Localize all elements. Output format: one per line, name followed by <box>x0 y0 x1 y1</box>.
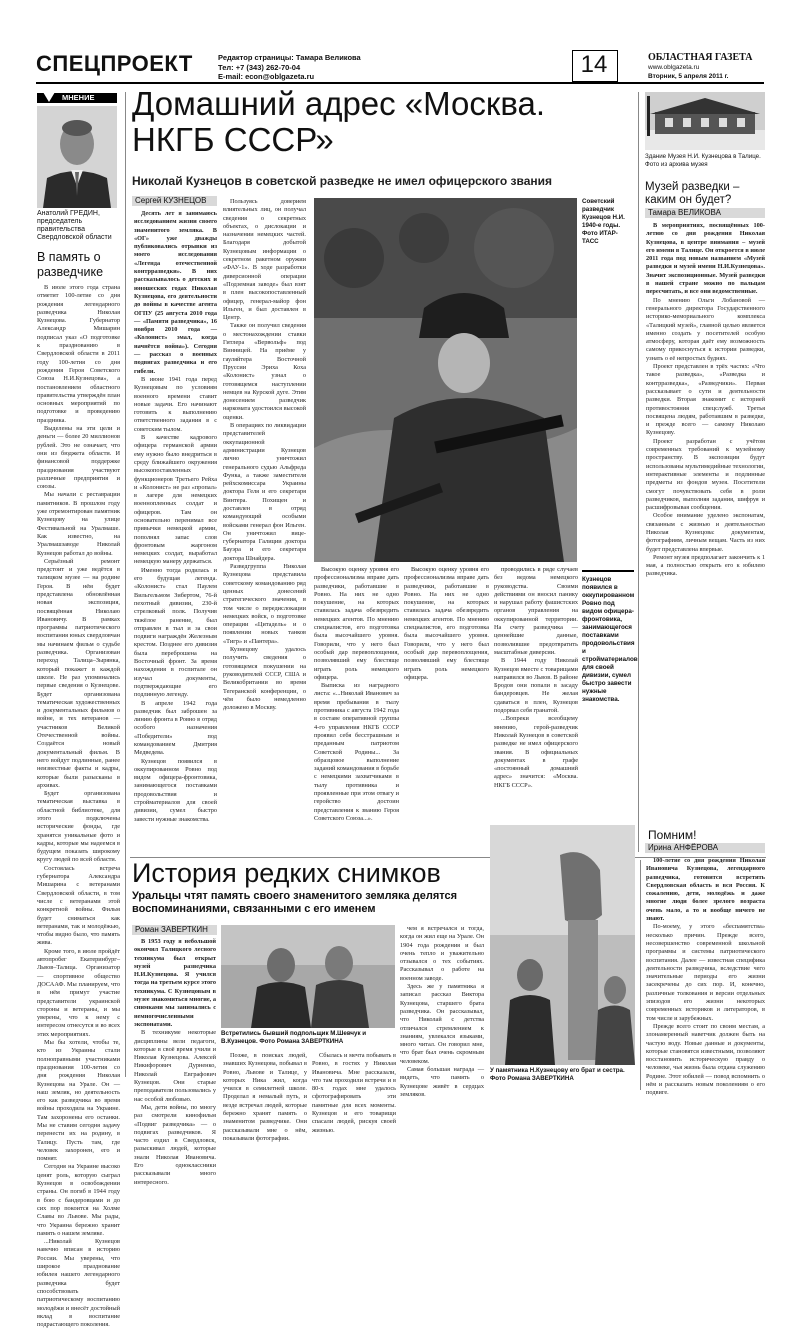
paragraph: По мнению Ольги Лобановой — генерального директора Государственного историко-мемориального комплекса «Талицкий музей», главной целью является именно создать у посетителей особую атмосферу, которая даёт ему возможность самому прикоснуться к истории разведки, узнать о её непростых буднях. <box>646 296 765 362</box>
museum-body <box>646 222 765 772</box>
second-column-1 <box>134 938 216 1186</box>
paragraph: ...Николай Кузнецов навечно вписан в историю России. Мы уверены, что широкое празднование юбилея нашего легендарного разведчика будет способствовать патриотическому воспитанию молодёжи и внесёт достойный вклад в воспитание подрастающего поколения. <box>37 1238 120 1329</box>
quote-box-text: Кузнецов появился в оккупированном Ровно под видом офицера-фронтовика, занимающегося поставками продовольствия и стройматериалов для своей дивизии, сумел быстро завести нужные знакомства. <box>582 576 638 703</box>
main-subheadline: Николай Кузнецов в советской разведке не имел офицерского звания <box>132 174 553 188</box>
museum-photo-icon <box>645 92 765 150</box>
main-headline: Домашний адрес «Москва. НКГБ СССР» <box>132 85 546 158</box>
main-lead: Десять лет я занимаюсь исследованием жизни своего знаменитого земляка. В «ОГ» уже дважды публиковались отрывки из моего исследования «Легенда отечественной контрразведки». В них рассказывалось о детских и юношеских годах Николая Кузнецова, его деятельности до войны в качестве агента ОГПУ (25 августа 2010 года — «Памяти разведчика», 16 ноября 2010 года — «Колонист» эмал, когда начнётся война»). Сегодня — рассказ о военных подвигах разведчика и его гибели. <box>134 210 217 375</box>
paragraph: В техникуме некоторые дисциплины вели педагоги, которые в своё время учили и Николая Кузнецова. Алексей Никифорович Дурненко, Николай Евграфович Кузнецов. Они старые преподаватели пользовались у нас особой любовью. <box>134 1029 216 1103</box>
remember-author: Ирина АНФЁРОВА <box>645 843 765 853</box>
veterans-photo-caption: Встретились бывший подпольщик М.Шевчук и В.Кузнецов. Фото Романа ЗАВЕРТКИНА <box>221 1030 367 1045</box>
main-article-right-divider <box>638 92 639 852</box>
header-rule <box>36 82 764 84</box>
paragraph: Проект разработан с учётом современных требований к музейному пространству. В экспозиции будут использованы мультимедийные технологии, интерактивные элементы и подлинные предметы из фондов музея. Посетители смогут почувствовать себя в роли разведчиков, выполняя задания, шифруя и расшифровывая сообщения. <box>646 437 765 512</box>
paper-name: ОБЛАСТНАЯ ГАЗЕТА <box>648 52 753 63</box>
second-column-2 <box>223 1052 307 1142</box>
main-column-2 <box>223 198 306 853</box>
remember-title: Помним! <box>648 828 697 842</box>
editor-phone: Тел: +7 (343) 262-70-04 <box>218 62 301 72</box>
soldier-photo-icon <box>314 198 577 562</box>
second-subheadline: Уральцы чтят память своего знаменитого земляка делятся воспоминаниями, связанными с его именем <box>132 890 458 915</box>
paragraph: проводились в ряде случаев без ведома немецкого руководства. Своими действиями он вносил панику и нарушал работу фашистских органов управления на оккупированной территории. На счету разведчика — ценнейшие данные, позволившие предотвратить масштабные диверсии. <box>494 566 578 656</box>
paragraph: Серьёзный ремонт предстоит и уже ведётся в талицком музее — на родине Героя. В нём будет представлена обновлённая новая экспозиция, посвящённая Николаю Ивановичу. В рамках программы патриотического воспитания юных свердловчан мы начинаем фильм о судьбе разведчика. Организован переход Талица–Зырянка, который покажет в каждой школе. Не раз упоминались первые сведения о Кузнецове. Будет организована тематическая художественных и документальных фильмов о войне, и тех ветеранов — участников Великой Отечественной войны. Создаётся новый документальный фильм. В него войдут подлинные, ранее неизвестные факты и кадры, которые были разысканы в архивах. <box>37 557 120 789</box>
editor-email[interactable]: E-mail: econ@oblgazeta.ru <box>218 72 315 81</box>
paragraph: Позже, в поисках людей, знавших Кузнецова, побывал в Ровно, Львове и Талице, у которых Ника жил, когда учился в семилетней школе. Проделал я немалый путь, и везде встречал людей, которые бережно хранят память о знаменитом разведчике. Они рассказывали мне о нём, показывали фотографии. <box>223 1052 307 1142</box>
paragraph: чем я встречался и тогда, когда он жил еще на Урале. Он 1904 года рождения и был очень тепло и уважительно отзывался о тех событиях. Рассказывал о работе на военном заводе. <box>400 925 484 982</box>
second-column-3 <box>312 1052 396 1134</box>
soldier-photo-caption: Советский разведчик Кузнецов Н.И. 1940-е годы. Фото ИТАР-ТАСС <box>582 198 625 245</box>
paragraph: Сегодня на Украине высоко ценят роль, которую сыграл Кузнецов в освобождении страны. Он погиб в 1944 году в бою с бандеровцами и до сих пор покоится на Холме Славы во Львове. Мы рады, что Украина бережно хранит память о нашем земляке. <box>37 1163 120 1237</box>
page-number: 14 <box>580 51 608 78</box>
opinion-person-name: Анатолий ГРЕДИН, <box>37 210 100 217</box>
main-author: Сергей КУЗНЕЦОВ <box>132 196 217 206</box>
main-column-3 <box>314 566 399 854</box>
main-column-1 <box>134 210 217 853</box>
monument-photo-icon <box>490 825 635 1065</box>
paragraph: В июле этого года страна отметит 100-летие со дня рождения легендарного разведчика Николая Кузнецова. Губернатор Александр Мишарин подписал указ «О подготовке к празднованию в Свердловской области в 2011 году 100-летия со дня рождения Героя Советского Союза Н.И.Кузнецова», а постановлением областного правительства утверждён план основных мероприятий по подготовке и проведению праздника. <box>37 284 120 424</box>
museum-photo <box>645 92 765 150</box>
main-column-5 <box>494 566 578 854</box>
opinion-body <box>37 284 120 1329</box>
paragraph: Мы, дети войны, по многу раз смотрели кинофильм «Подвиг разведчика» — о подвигах разведчиков. Я часто ездил в Свердловск, разыскивал людей, которые знали Николая Ивановича. Его одноклассники рассказывали много интересного. <box>134 1103 216 1186</box>
section-title: СПЕЦПРОЕКТ <box>36 51 193 76</box>
paragraph: Проект представлен в трёх частях: «Что такое разведка», «Разведка и контрразведка», «Разведчики». Первая рассказывает о сути и деятельности разведки. Вторая знакомит с историей противостояния спецслужб. Третья посвящена людям, работавшим в разведке, и прежде всего — самому Николаю Кузнецову. <box>646 363 765 437</box>
paragraph: Мы начали с реставрации памятников. В прошлом году уже отремонтирован памятник Кузнецову на улице Фестивальной на Уралмаше. Как известно, на Уралмашзаводе Николай Кузнецов работал до войны. <box>37 491 120 557</box>
main-column-4 <box>404 566 489 854</box>
paragraph: Кузнецову удалось получить сведения о готовящемся покушении на руководителей СССР, США и Великобритании во время Тегеранской конференции, о чём было немедленно доложено в Москву. <box>223 646 306 712</box>
museum-title: Музей разведки – каким он будет? <box>645 181 740 206</box>
museum-lead: В мероприятиях, посвящённых 100-летию со дня рождения Николая Кузнецова, в центре внимания – музей его имени в Талице. Он откроется в июле 2011 года под новым названием «Музей разведки и музей имени Н.И.Кузнецова». Значит экспозиционные. Музей разведки в нашей стране можно по пальцам пересчитать, и все они ведомственные. <box>646 222 765 296</box>
paragraph: Мы бы хотели, чтобы те, кто из Украины стали полноправными участниками празднования 100-летия со дня рождения Николая Кузнецова на Урале. Он — наш земляк, но деятельность его как разведчика во время войны проходила на Украине. Там захоронены его останки. Мы не ставим сегодня задачу перенести их на родину, в Талицу. Пусть там, где человек захоронен, его и помнят. <box>37 1039 120 1163</box>
opinion-title: В память о разведчике <box>37 250 104 279</box>
paragraph: В июне 1941 года перед Кузнецовым по условиям военного времени ставит новые задачи. Его начинают готовить к выполнению ответственного задания в с советским тылом. <box>134 375 217 433</box>
opinion-person-role: председатель правительства Свердловской области <box>37 218 112 241</box>
opinion-badge-text: МНЕНИЕ <box>62 93 95 102</box>
second-author: Роман ЗАВЕРТКИН <box>132 925 217 935</box>
paragraph: Будет организована тематическая выставка в областной библиотеке, для этого подключены исторические фонды, где хранятся уникальные фото и кадры, которые мы надеемся в будущем показать широкому кругу людей по всей области. <box>37 790 120 864</box>
soldier-photo <box>314 198 577 562</box>
paragraph: Кузнецов появился в оккупированном Ровно под видом офицера-фронтовика, занимающегося поставками продовольствия и стройматериалов для своей дивизии, сумел быстро завести нужные знакомства. <box>134 757 217 823</box>
paragraph: Пользуясь доверием влиятельных лиц, он получал сведения о секретных объектах, о дислокации и назначении немецких частей. Благодаря добытой Кузнецовым информации о секретном ракетном оружии «ФАУ-1». В ходе разработки диверсионной операции «Подземная заводе» был взят в плен высокопоставленный офицер, генерал-майор фон Ильген, и был доставлен в Центр. <box>223 198 306 322</box>
paragraph: Самая большая награда — видеть, что память о Кузнецове живёт в сердцах земляков. <box>400 1066 484 1098</box>
veterans-photo <box>221 925 395 1028</box>
paragraph: Здесь же у памятника я записал рассказ Виктора Кузнецова, старшего брата разведчика. Он рассказывал, что Николай с детства отличался стремлением к знаниям, увлекался языками, много читал. Он говорил мне, что брат был очень скромным человеком. <box>400 983 484 1065</box>
paragraph: По-моему, у этого «беспамятства» несколько причин. Прежде всего, несовершенство современной школьной программы и системы патриотического воспитания. Далее — известная специфика деятельности разведчика, вследствие чего значительные периоды его жизни засекречены до сих пор. И, конечно, различные толкования и версии отдельных эпизодов его жизни некоторых современных историков и литераторов, в том числе и зарубежных. <box>646 923 765 1022</box>
second-lead: В 1953 году я небольшой окончил Талицкого лесного техникума был открыт музей разведчика Н.И.Кузнецова. Я учился тогда на третьем курсе этого техникума. С Кузнецовым в музее знакомиться многие, а снимками мы занимались с немногочисленными экспонатами. <box>134 938 216 1028</box>
paragraph: Выделены на эти цели и деньги — более 20 миллионов рублей. Это не означает, что они из бюджета области. И финансовой поддержке празднования участвуют различные предприятия и союзы. <box>37 425 120 491</box>
paragraph: Сбылась и мечта побывать в Ровно, в гостях у Николая Ивановича. Мне рассказали, что там проходили встречи и в 80-х годах мне удалось сфотографировать эти памятные для всех моменты. Кузнецов и его товарищи спасали людей, рискуя своей жизнью. <box>312 1052 396 1134</box>
portrait-photo <box>37 106 117 208</box>
remember-body <box>646 857 765 1097</box>
paragraph: Кроме того, в июле пройдёт автопробег Екатеринбург–Львов–Талица. Организатор — спортивное общество ДОСААФ. Мы планируем, что в нём примут участие представители украинской стороны и ветераны, и мы уверены, что к нему с интересом отнесутся и во всех этих мероприятиях. <box>37 947 120 1038</box>
editor-name: Редактор страницы: Тамара Великова <box>218 53 361 62</box>
paragraph: Именно тогда родилась и его будущая легенда. «Колонист» стал Паулем Вильгельмом Зибертом, 76-й пехотный дивизии, 230-й стрелковый полк. Получив тяжёлое ранение, был отправлен в тыл и за свои подвиги награждён Железным крестом. Позднее его дивизия была переброшена на Восточный фронт. За время нахождения в госпитале он изучал документы, подтверждающие его подлинную легенду. <box>134 566 217 699</box>
paragraph: В операциях по ликвидации представителей оккупационной администрации Кузнецов лично уничтожил генерального судью Альфреда Функа, а также заместителя рейхскомиссара Украины доктора Геля и его секретаря Винтера. Похищен и доставлен в отряд командующий особыми войсками генерал фон Ильген. Он уничтожил вице-губернатора Галиции доктора Бауэра и его секретаря доктора Шнайдера. <box>223 422 306 562</box>
remember-lead: 100-летие со дня рождения Николая Ивановича Кузнецова, легендарного разведчика, готовится встретить Свердловская область и вся Россия. К сожалению, дети, молодёжь и даже многие люди более зрелого возраста очень мало, а то и вообще ничего не знают. <box>646 857 765 923</box>
portrait-icon <box>37 106 117 208</box>
quote-box <box>582 570 638 742</box>
paragraph: Высокую оценку уровня его профессионализма вправе дать разведчики, работавшие в Ровно. На них не одно покушение, на которых ставилась задача обезвредить немецких агентов. По мнению специалистов, его подготовка была высочайшего уровня. Говорили, что у него был особый дар перевоплощения, позволявший ему блестяще играть роль немецкого офицера. <box>314 566 399 681</box>
second-article-right-divider <box>640 860 641 1090</box>
museum-photo-caption: Здание Музея Н.И. Кузнецова в Талице. Фото из архива музея <box>645 153 761 168</box>
paragraph: Прежде всего стоит по своим местам, а злонамеренный наветчик должен быть на частую воду. Новые данные и документы, которые становятся известными, позволяют восстановить историческую правду о человеке, чья жизнь была отдана служению Родине. Этот юбилей — повод вспомнить о нём и рассказать новым поколениям о его подвиге. <box>646 1022 765 1097</box>
museum-author: Тамара ВЕЛИКОВА <box>645 208 765 218</box>
monument-photo-caption: У памятника Н.Кузнецову его брат и сестра. Фото Романа ЗАВЕРТКИНА <box>490 1067 625 1082</box>
paragraph: Разведгруппа Николая Кузнецова представила советскому командованию ряд ценных донесений стратегического значения, в том числе о передислокации немецких войск, о подготовке операции «Цитадель» и о появлении новых танков «Тигр» и «Пантера». <box>223 563 306 645</box>
paper-site[interactable]: www.oblgazeta.ru <box>648 64 700 71</box>
left-column-divider <box>125 92 126 1077</box>
second-column-4 <box>400 925 484 1098</box>
editor-info <box>218 53 361 82</box>
second-headline: История редких снимков <box>132 858 441 888</box>
paragraph: Особое внимание уделено экспонатам, связанным с жизнью и деятельностью Николая Кузнецова: документам, фотографиям, личным вещам. Часть из них будет представлена впервые. <box>646 512 765 553</box>
paragraph: Высокую оценку уровня его профессионализма вправе дать разведчики, работавшие в Ровно. На них не одно покушение, на которых ставилась задача обезвредить немецких агентов. По мнению специалистов, его подготовка была высочайшего уровня. Говорили, что у него был особый дар перевоплощения, позволявший ему блестяще играть роль немецкого офицера. <box>404 566 489 681</box>
paragraph: Состоялась встреча губернатора Александра Мишарина с ветеранами Свердловской области, в том числе с ветеранами этой конкретной войны. Фильм будет сниматься как ветеранами, так и молодёжью, чтобы видно было, что память жива. <box>37 864 120 947</box>
paragraph: ...Вопреки всеобщему мнению, герой-разведчик Николай Кузнецов в советской разведке не имел офицерского звания. В официальных документах в графе «постоянный домашний адрес» значится: «Москва. НКГБ СССР». <box>494 715 578 789</box>
paragraph: Также он получил сведения о местонахождении ставки Гитлера «Вервольф» под Винницей. На приёме у гауляйтера Восточной Пруссии Эриха Коха «Колонист» узнал о готовящемся наступлении немцев на Курской дуге. Этим донесением разведчик наркомата удостоился высокой оценки. <box>223 322 306 421</box>
paragraph: В апреле 1942 года разведчик был заброшен за линию фронта в Ровно в отряд особого назначения «Победители» под командованием Дмитрия Медведева. <box>134 699 217 757</box>
paragraph: Ремонт музея предполагает закончить к 1 мая, а полностью открыть его к юбилею разведчика. <box>646 553 765 578</box>
paragraph: В 1944 году Николай Кузнецов вместе с товарищами направился во Львов. В районе Бродов они попали в засаду бандеровцев. Не желая сдаваться в плен, Кузнецов подорвал себя гранатой. <box>494 657 578 715</box>
monument-photo <box>490 825 635 1065</box>
issue-date: Вторник, 5 апреля 2011 г. <box>648 73 729 80</box>
opinion-arrow <box>43 92 55 102</box>
veterans-photo-icon <box>221 925 395 1028</box>
paragraph: Выписка из наградного листа: «...Николай Иванович за время пребывания в тылу противника с августа 1942 года в составе оперативной группы 4-го управления НКГБ СССР проявил себя бесстрашным и преданным патриотом Советской Родины... За образцовое выполнение заданий командования в борьбе с немецкими захватчиками в тылу противника и проявленные при этом отвагу и геройство достоин представления к званию Героя Советского Союза...». <box>314 682 399 822</box>
paragraph: В качестве кадрового офицера германской армии ему нужно было внедриться в среду ближайшего окружения высокопоставленных функционеров Третьего Рейха и «Колонист» не раз «пропал» в лагере для немецких военнопленных солдат и офицеров. Там он основательно перенимал все привычки немецкой армии, пополнял запас слов фронтовым жаргоном немецких солдат, выработал немецкую манеру держаться. <box>134 434 217 566</box>
